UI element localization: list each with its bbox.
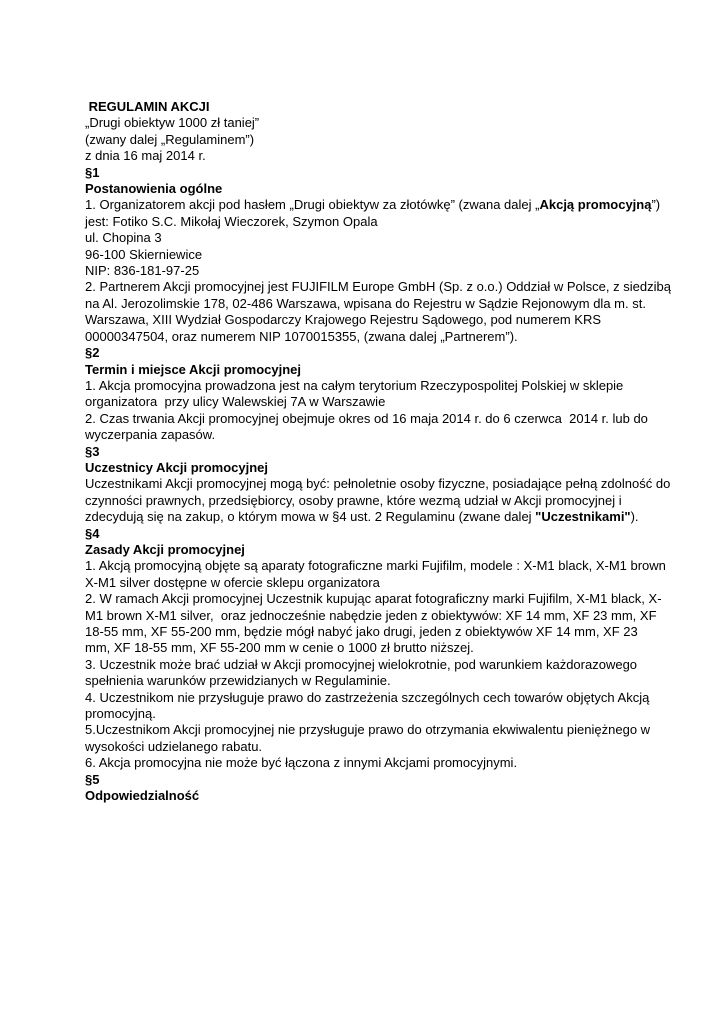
document-line xyxy=(85,640,685,656)
document-line xyxy=(85,444,685,460)
document-line xyxy=(85,558,685,574)
text-run: ”) xyxy=(651,197,661,213)
document-body xyxy=(85,99,685,804)
document-line xyxy=(85,329,685,345)
text-run: 2. W ramach Akcji promocyjnej Uczestnik kupując aparat fotograficzny marki Fujifilm, X-M1 black, X- xyxy=(85,591,662,607)
bold-text-run: §1 xyxy=(85,164,100,180)
document-line xyxy=(85,197,685,213)
document-line xyxy=(85,755,685,771)
bold-text-run: §5 xyxy=(85,771,100,787)
document-line xyxy=(85,115,685,131)
text-run: „Drugi obiektyw 1000 zł taniej” xyxy=(85,115,260,131)
document-line xyxy=(85,378,685,394)
text-run: 1. Organizatorem akcji pod hasłem „Drugi obiektyw za złotówkę” (zwana dalej „ xyxy=(85,197,540,213)
document-line xyxy=(85,345,685,361)
text-run: M1 brown X-M1 silver, oraz jednocześnie nabędzie jeden z obiektywów: XF 14 mm, XF 23 mm, XF xyxy=(85,607,657,623)
text-run: promocyjną. xyxy=(85,706,156,722)
document-line xyxy=(85,690,685,706)
document-line xyxy=(85,624,685,640)
document-line xyxy=(85,575,685,591)
text-run: na Al. Jerozolimskie 178, 02-486 Warszawa, wpisana do Rejestru w Sądzie Rejonowym dla m. st. xyxy=(85,295,646,311)
document-line xyxy=(85,706,685,722)
document-line xyxy=(85,427,685,443)
bold-text-run: Zasady Akcji promocyjnej xyxy=(85,541,245,557)
bold-text-run: Termin i miejsce Akcji promocyjnej xyxy=(85,361,302,377)
document-line xyxy=(85,296,685,312)
text-run: organizatora przy ulicy Walewskiej 7A w Warszawie xyxy=(85,394,386,410)
text-run: 96-100 Skierniewice xyxy=(85,246,203,262)
document-line xyxy=(85,263,685,279)
document-line xyxy=(85,493,685,509)
text-run: ). xyxy=(630,509,639,525)
document-line xyxy=(85,788,685,804)
text-run: wyczerpania zapasów. xyxy=(85,427,216,443)
bold-text-run: §2 xyxy=(85,345,100,361)
document-line xyxy=(85,739,685,755)
text-run: 2. Partnerem Akcji promocyjnej jest FUJIFILM Europe GmbH (Sp. z o.o.) Oddział w Polsce, z siedzibą xyxy=(85,279,671,295)
bold-text-run: Uczestnicy Akcji promocyjnej xyxy=(85,459,269,475)
document-line xyxy=(85,181,685,197)
text-run: X-M1 silver dostępne w ofercie sklepu organizatora xyxy=(85,574,380,590)
text-run: Warszawa, XIII Wydział Gospodarczy Krajowego Rejestru Sądowego, pod numerem KRS xyxy=(85,312,602,328)
document-line xyxy=(85,132,685,148)
document-line xyxy=(85,476,685,492)
text-run: Uczestnikami Akcji promocyjnej mogą być: pełnoletnie osoby fizyczne, posiadające pełną zdolność do xyxy=(85,476,671,492)
document-line xyxy=(85,312,685,328)
text-run: 5.Uczestnikom Akcji promocyjnej nie przysługuje prawo do otrzymania ekwiwalentu pieniężnego w xyxy=(85,722,651,738)
text-run: 6. Akcja promocyjna nie może być łączona z innymi Akcjami promocyjnymi. xyxy=(85,755,518,771)
text-run: jest: Fotiko S.C. Mikołaj Wieczorek, Szymon Opala xyxy=(85,213,378,229)
document-line xyxy=(85,657,685,673)
text-run: 2. Czas trwania Akcji promocyjnej obejmuje okres od 16 maja 2014 r. do 6 czerwca 2014 r. lub do xyxy=(85,410,648,426)
document-line xyxy=(85,99,685,115)
document-line xyxy=(85,460,685,476)
text-run: NIP: 836-181-97-25 xyxy=(85,263,200,279)
text-run: 1. Akcją promocyjną objęte są aparaty fotograficzne marki Fujifilm, modele : X-M1 black, X-M1 brown xyxy=(85,558,666,574)
document-line xyxy=(85,411,685,427)
bold-text-run: Odpowiedzialność xyxy=(85,788,200,804)
text-run: wysokości udzielanego rabatu. xyxy=(85,738,263,754)
document-line xyxy=(85,673,685,689)
bold-text-run: §3 xyxy=(85,443,100,459)
document-line xyxy=(85,279,685,295)
document-line xyxy=(85,394,685,410)
text-run: 00000347504, oraz numerem NIP 1070015355, (zwana dalej „Partnerem”). xyxy=(85,328,518,344)
document-line xyxy=(85,247,685,263)
document-line xyxy=(85,542,685,558)
text-run: 1. Akcja promocyjna prowadzona jest na całym terytorium Rzeczypospolitej Polskiej w sklepie xyxy=(85,377,624,393)
text-run: 4. Uczestnikom nie przysługuje prawo do zastrzeżenia szczególnych cech towarów objętych Akcją xyxy=(85,689,650,705)
document-line xyxy=(85,362,685,378)
text-run: (zwany dalej „Regulaminem”) xyxy=(85,131,255,147)
bold-text-run: §4 xyxy=(85,525,100,541)
text-run: mm, XF 18-55 mm, XF 55-200 mm w cenie o 1000 zł brutto niższej. xyxy=(85,640,474,656)
document-line xyxy=(85,608,685,624)
document-line xyxy=(85,230,685,246)
text-run: spełnienia warunków przewidzianych w Regulaminie. xyxy=(85,673,391,689)
document-line xyxy=(85,526,685,542)
document-line xyxy=(85,722,685,738)
document-line xyxy=(85,591,685,607)
text-run: ul. Chopina 3 xyxy=(85,230,162,246)
text-run: 3. Uczestnik może brać udział w Akcji promocyjnej wielokrotnie, pod warunkiem każdorazowego xyxy=(85,656,638,672)
document-line xyxy=(85,148,685,164)
bold-text-run: Akcją promocyjną xyxy=(539,197,652,213)
text-run: 18-55 mm, XF 55-200 mm, będzie mógł nabyć jako drugi, jeden z obiektywów XF 14 mm, XF 23 xyxy=(85,624,638,639)
text-run: czynności prawnych, przedsiębiorcy, osoby prawne, które wezmą udział w Akcji promocyjnej i xyxy=(85,492,622,508)
document-line xyxy=(85,772,685,788)
document-line xyxy=(85,509,685,525)
text-run: z dnia 16 maj 2014 r. xyxy=(85,148,206,164)
document-line xyxy=(85,165,685,181)
bold-text-run: "Uczestnikami" xyxy=(535,509,631,525)
bold-text-run: Postanowienia ogólne xyxy=(85,181,223,197)
document-line xyxy=(85,214,685,230)
bold-text-run: REGULAMIN AKCJI xyxy=(85,99,210,114)
text-run: zdecydują się na zakup, o którym mowa w §4 ust. 2 Regulaminu (zwane dalej xyxy=(85,509,536,525)
